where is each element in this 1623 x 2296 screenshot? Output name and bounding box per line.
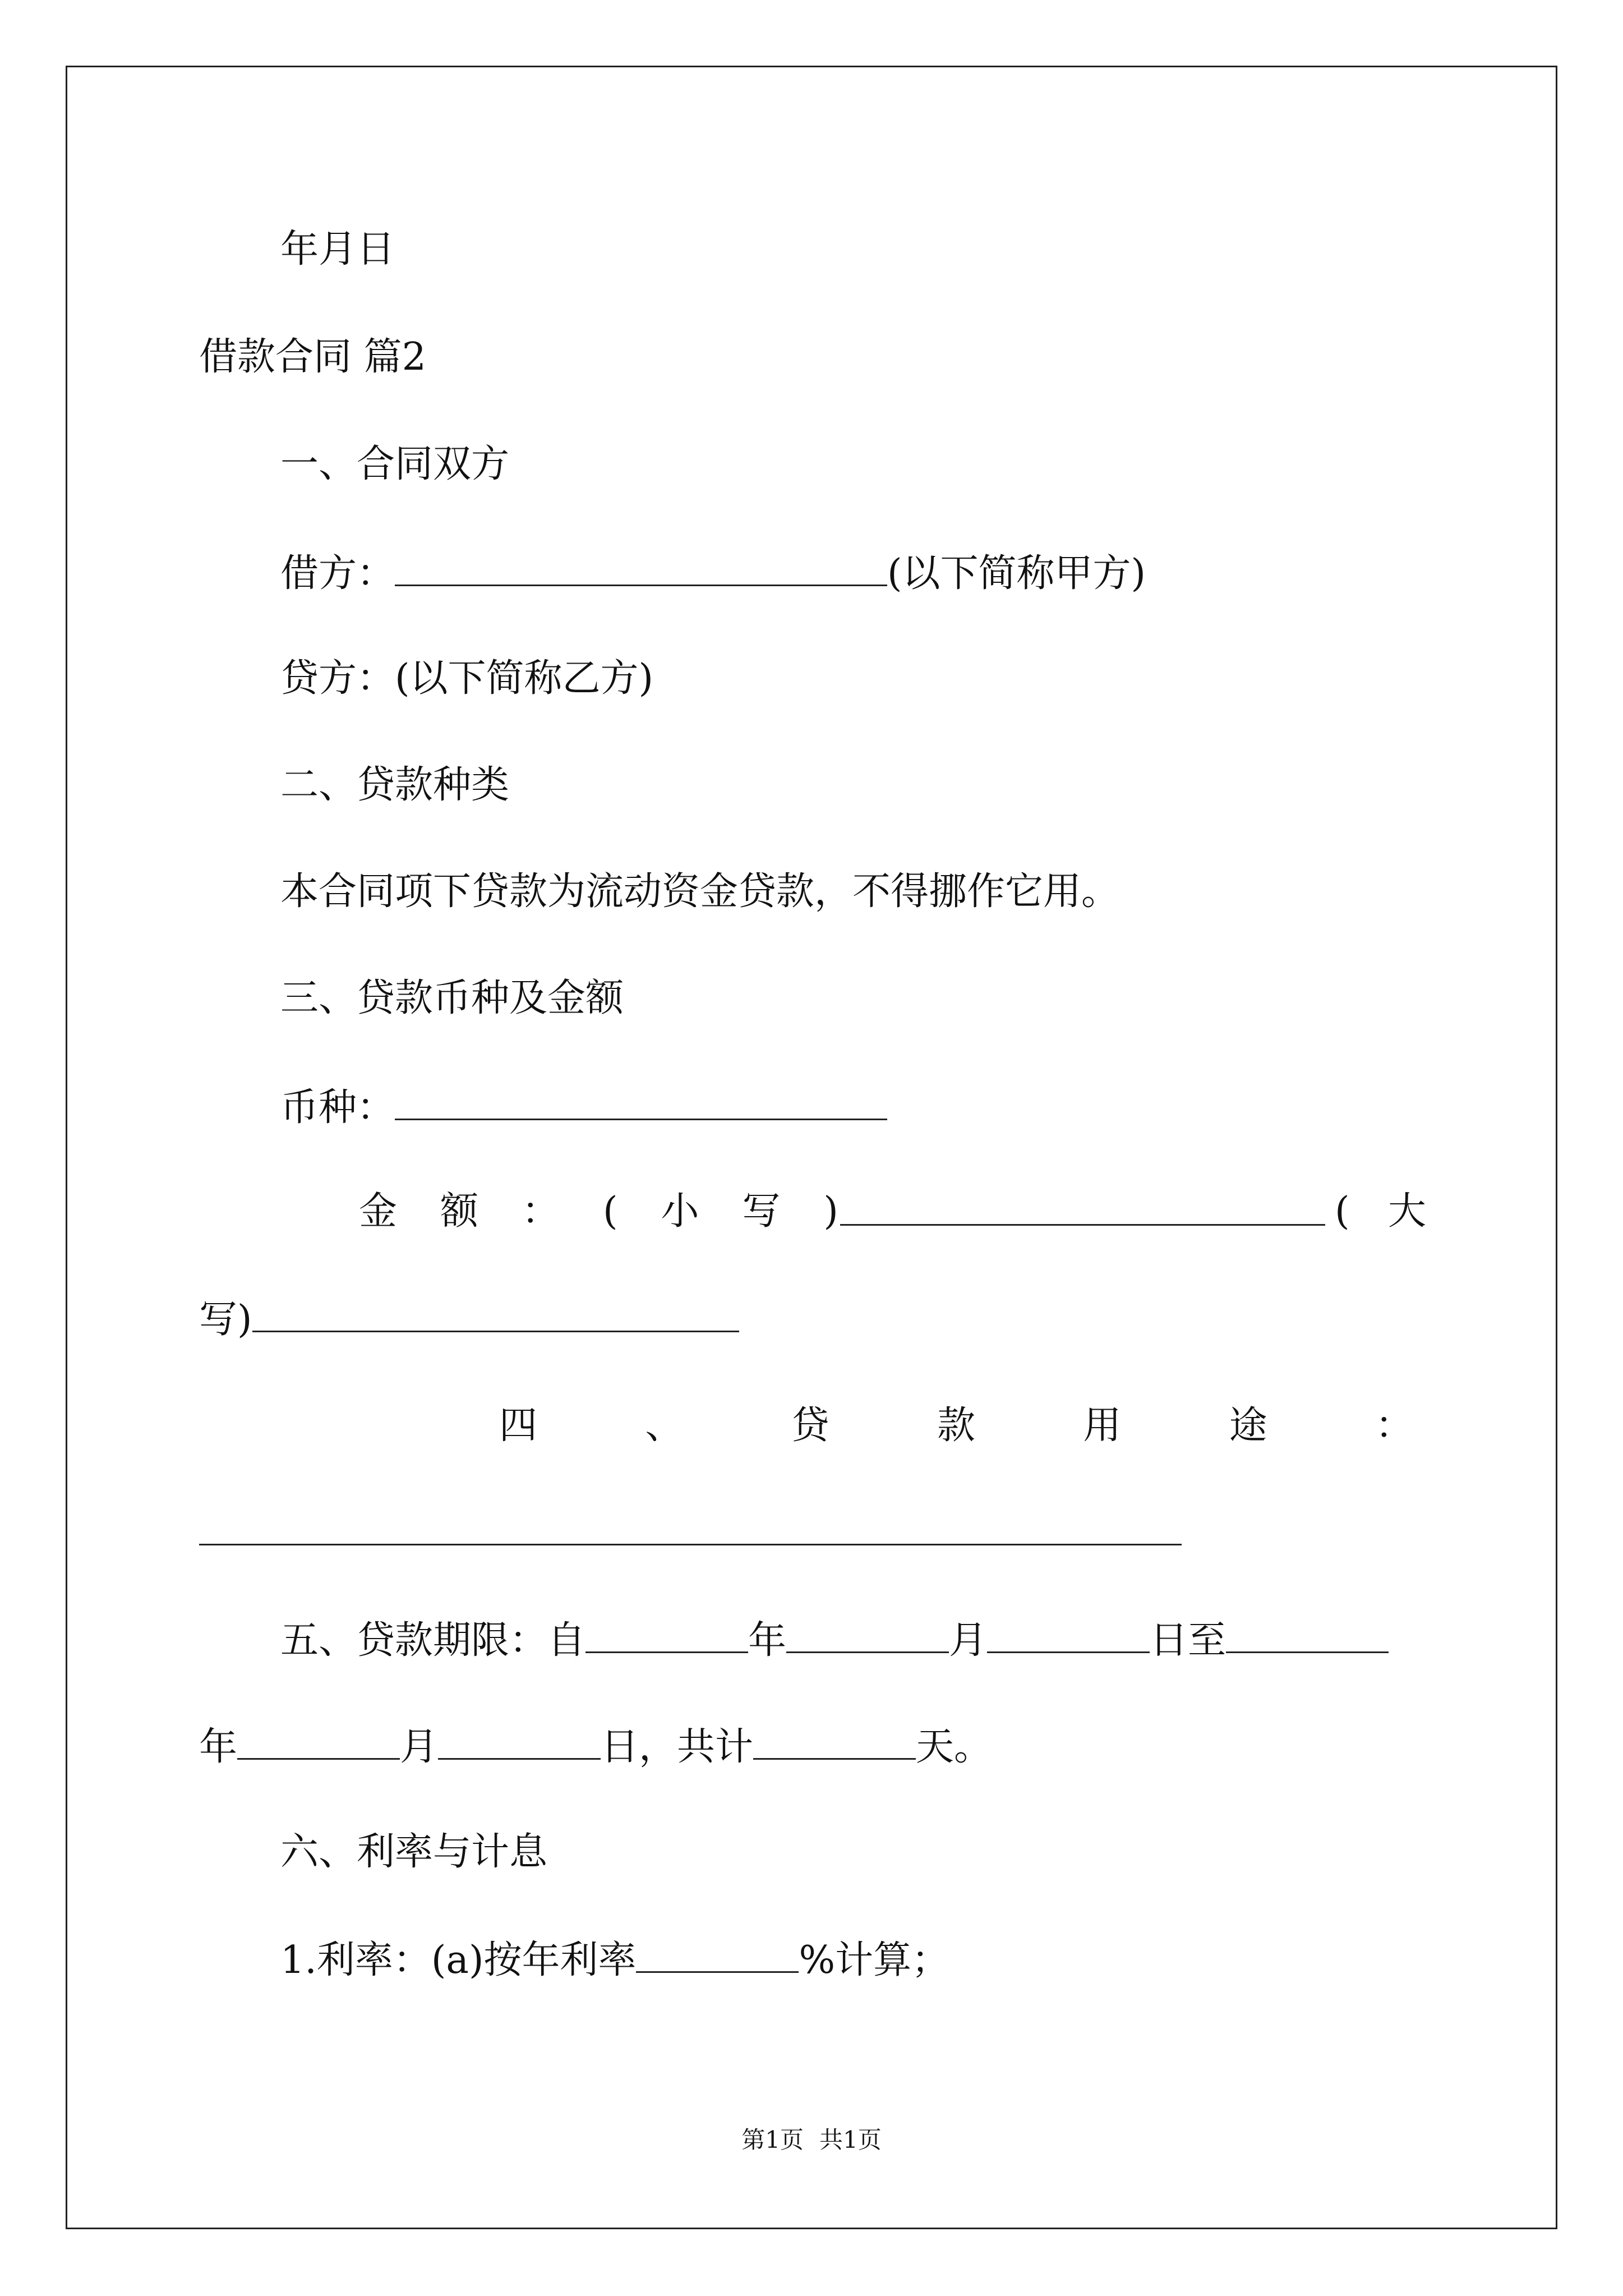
clause5-line2 [199,1723,992,1770]
amount-lower-blank-wrap [840,1189,1325,1236]
amount-char: ： [521,1189,560,1234]
clause5-line1 [280,1617,1389,1663]
clause4-char: 贷 [791,1404,829,1448]
clause4-char: 用 [1083,1404,1122,1448]
clause6-heading: 六、利率与计息 [280,1830,548,1874]
amount-upper-line [199,1296,739,1342]
year-label: 年 [199,1725,238,1769]
date-line: 年月日 [280,227,395,272]
page-border [66,66,1557,2229]
borrower-blank[interactable] [395,550,887,586]
amount-upper-open: ( [1335,1189,1350,1234]
clause3-heading: 三、贷款币种及金额 [280,976,624,1020]
amount-char: 小 [661,1189,699,1234]
clause2-heading: 二、贷款种类 [280,763,510,807]
rate-prefix: 1.利率：(a)按年利率 [280,1938,637,1982]
start-year-blank[interactable] [585,1617,748,1653]
rate-blank[interactable] [636,1936,799,1973]
start-month-blank[interactable] [786,1617,949,1653]
page-total: 共1页 [819,2126,882,2154]
amount-char: ( [602,1189,618,1234]
year-label: 年 [748,1618,787,1663]
rate-line [280,1936,949,1983]
page-current: 第1页 [741,2126,804,2154]
clause2-body: 本合同项下贷款为流动资金贷款，不得挪作它用。 [280,869,1120,914]
amount-lower-blank[interactable] [840,1189,1325,1226]
currency-blank[interactable] [395,1084,887,1120]
end-year-blank[interactable] [1226,1617,1389,1653]
borrower-label: 借方： [280,551,395,596]
amount-upper-char: 大 [1388,1189,1427,1234]
start-day-blank[interactable] [987,1617,1150,1653]
clause5-prefix: 五、贷款期限：自 [280,1618,586,1663]
amount-char: 写 [742,1189,781,1234]
clause4-char: 途 [1229,1404,1267,1448]
lender-line: 贷方：(以下简称乙方) [280,656,654,701]
borrower-suffix: (以下简称甲方) [887,551,1146,596]
clause4-char: ： [1375,1404,1413,1448]
clause4-char: 款 [937,1404,975,1448]
end-day-blank[interactable] [438,1723,601,1760]
amount-char: 额 [440,1189,478,1234]
purpose-blank[interactable] [199,1509,1182,1545]
day-to-label: 日至 [1150,1618,1227,1663]
purpose-line [199,1509,1182,1556]
month-label: 月 [400,1725,439,1769]
section-title: 借款合同 篇2 [199,335,426,379]
clause4-heading [499,1404,1413,1448]
day-total-label: 日，共计 [601,1725,754,1769]
total-days-blank[interactable] [753,1723,916,1760]
currency-label: 币种： [280,1085,395,1130]
amount-char: 金 [359,1189,398,1234]
days-end-label: 天。 [916,1725,993,1769]
currency-line [280,1084,887,1130]
end-month-blank[interactable] [237,1723,400,1760]
rate-suffix: %计算； [799,1938,950,1982]
clause4-char: 、 [645,1404,684,1448]
clause4-char: 四 [499,1404,538,1448]
amount-upper-blank[interactable] [252,1296,739,1332]
clause1-heading: 一、合同双方 [280,442,510,486]
month-label: 月 [949,1618,988,1663]
amount-lower-label [359,1189,838,1234]
amount-upper-cont: 写) [199,1297,252,1342]
borrower-line [280,550,1146,596]
amount-char: ) [823,1189,838,1234]
page-footer [0,2126,1623,2154]
